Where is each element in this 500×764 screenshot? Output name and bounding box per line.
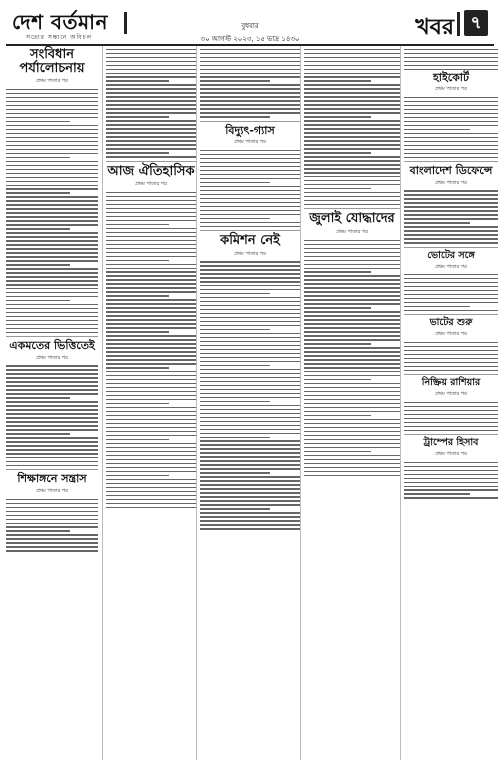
article-body-text [404, 97, 498, 158]
divider [404, 374, 498, 375]
article-body-text [404, 462, 498, 499]
divider [200, 230, 300, 231]
article-byline: প্রথম পাতার পর [36, 354, 68, 361]
article-body-text [404, 402, 498, 431]
article-body-text [200, 49, 300, 118]
article-body-text [404, 274, 498, 311]
column-2 [102, 46, 199, 760]
newspaper-brand: দেশ বর্তমান [12, 10, 108, 34]
column-3 [196, 46, 303, 760]
dateline-day: বুধবার [241, 22, 259, 30]
column-1 [6, 46, 101, 760]
article-byline: প্রথম পাতার পর [336, 229, 368, 236]
column-4 [300, 46, 403, 760]
article-body-text [6, 89, 98, 333]
article-headline[interactable]: শিক্ষাঙ্গনে সন্ত্রাস [17, 472, 87, 486]
brand-tagline: সত্যের সন্ধানে অবিচল [26, 34, 93, 41]
section-divider [457, 12, 460, 36]
article-body-text [404, 49, 498, 70]
article-headline[interactable]: ভাটের শুরু [429, 317, 473, 329]
article-body-text [404, 190, 498, 243]
article-body-text [106, 49, 196, 158]
column-5 [400, 46, 498, 760]
article-headline[interactable]: কমিশন নেই [220, 232, 280, 248]
divider [404, 434, 498, 435]
article-byline: প্রথম পাতার পর [36, 488, 68, 494]
divider [6, 469, 98, 470]
article-headline[interactable]: সংবিধান পর্যালোচনায় [19, 47, 85, 76]
masthead [6, 6, 494, 46]
article-body-text [6, 365, 98, 466]
article-byline: প্রথম পাতার পর [435, 179, 467, 186]
article-byline: প্রথম পাতার পর [435, 86, 467, 93]
article-body-text [106, 192, 196, 508]
article-body-text [200, 261, 300, 529]
article-byline: প্রথম পাতার পর [234, 139, 266, 146]
divider [404, 161, 498, 162]
divider [304, 208, 400, 209]
article-byline: প্রথম পাতার পর [435, 391, 467, 398]
divider [404, 247, 498, 248]
article-byline: প্রথম পাতার পর [234, 250, 266, 257]
article-byline: প্রথম পাতার পর [435, 263, 467, 270]
section-title: খবর [415, 14, 454, 40]
article-headline[interactable]: জুলাই যোদ্ধাদের [309, 211, 395, 227]
dateline-date: ৩০ আগস্ট ২০২৩, ১৫ ভাদ্র ১৪৩০ [200, 35, 300, 43]
article-headline[interactable]: হাইকোর্ট [433, 70, 469, 84]
divider [200, 121, 300, 122]
article-body-text [200, 150, 300, 227]
article-byline: প্রথম পাতার পর [435, 331, 467, 338]
article-body-text [404, 342, 498, 371]
article-body-text [304, 49, 400, 206]
article-headline[interactable]: একমতের ভিত্তিতেই [9, 339, 95, 353]
article-headline[interactable]: ট্রাম্পের হিসাব [423, 437, 479, 449]
article-byline: প্রথম পাতার পর [435, 451, 467, 457]
divider [6, 336, 98, 337]
divider [404, 314, 498, 315]
article-byline: প্রথম পাতার পর [36, 78, 68, 85]
article-headline[interactable]: বিদ্যুৎ-গ্যাস [225, 123, 275, 137]
divider [106, 161, 196, 162]
article-headline[interactable]: নিষ্ক্রিয় রাশিয়ার [421, 377, 481, 389]
article-body-text [304, 240, 400, 476]
columns [6, 46, 494, 760]
article-headline[interactable]: আজ ঐতিহাসিক [107, 163, 195, 179]
article-headline[interactable]: ভোটের সঙ্গে [427, 249, 475, 261]
article-body-text [6, 499, 98, 552]
page-number: ৭ [464, 10, 488, 36]
article-byline: প্রথম পাতার পর [135, 181, 167, 188]
article-headline[interactable]: বাংলাদেশ ডিফেন্সে [409, 164, 493, 178]
